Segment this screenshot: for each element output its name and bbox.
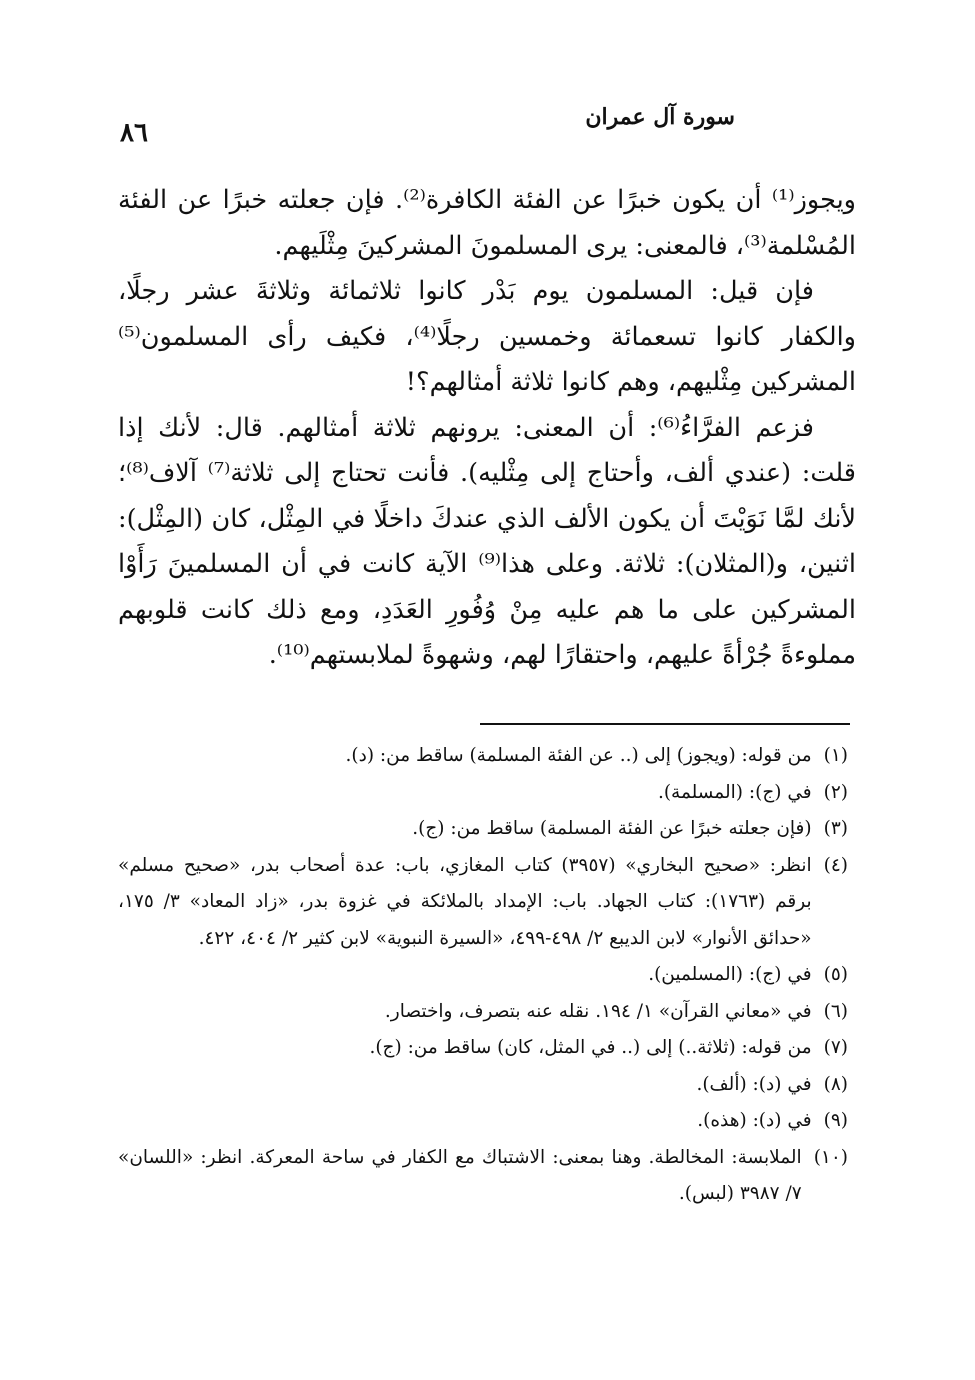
page-number: ٨٦ — [120, 118, 148, 148]
footnote — [118, 1103, 856, 1140]
footnote-text: من قوله: (ويجوز) إلى (.. عن الفئة المسلمة) ساقط من: (د). — [345, 745, 812, 766]
footnote — [118, 811, 856, 848]
footnote-number: (١٠) — [813, 1146, 848, 1168]
footnote — [118, 738, 856, 775]
surah-title: سورة آل عمران — [585, 104, 735, 130]
footnote-text: من قوله: (ثلاثة..) إلى (.. في المثل، كان) ساقط من: (ج). — [369, 1037, 812, 1058]
footnote-text: في (د): (هذه). — [697, 1110, 812, 1131]
footnote — [118, 957, 856, 994]
footnote — [118, 1140, 856, 1213]
footnote-text: في «معاني القرآن» ١/ ١٩٤. نقله عنه بتصرف، واختصار. — [384, 1000, 812, 1022]
page-header — [120, 100, 855, 150]
footnote-separator — [480, 723, 850, 725]
footnote-number: (١) — [823, 745, 848, 766]
paragraph: فإن قيل: المسلمون يوم بَدْر كانوا ثلاثمائة وثلاثةَ عشر رجلًا، والكفار كانوا تسعمائة وخمسين رجلًا⁽⁴⁾، فكيف رأى المسلمون⁽⁵⁾ المشركين مِثْليهم، وهم كانوا ثلاثة أمثالهم؟! — [118, 276, 856, 397]
footnote-number: (٦) — [823, 1000, 848, 1022]
main-text — [118, 178, 856, 679]
footnote-number: (٣) — [823, 818, 848, 839]
footnote-text: انظر: «صحيح البخاري» (٣٩٥٧) كتاب المغازي، باب: عدة أصحاب بدر، «صحيح مسلم» برقم (١٧٦٣): كتاب الجهاد. باب: الإمداد بالملائكة في غزوة بدر، «زاد المعاد» ٣/ ١٧٥، «حدائق الأنوار» لابن الديبع ٢/ ٤٩٨-٤٩٩، «السيرة النبوية» لابن كثير ٢/ ٤٠٤، ٤٢٢. — [118, 854, 812, 949]
footnote-number: (٤) — [823, 854, 848, 876]
footnote-number: (٨) — [823, 1073, 848, 1095]
footnote-number: (٩) — [823, 1110, 848, 1131]
footnote-text: في (ج): (المسلمة). — [657, 781, 812, 803]
footnote — [118, 1030, 856, 1067]
footnote — [118, 775, 856, 812]
footnote-number: (٢) — [823, 781, 848, 803]
footnotes — [118, 738, 856, 1213]
footnote-text: في (ج): (المسلمين). — [648, 964, 812, 985]
footnote-text: الملابسة: المخالطة. وهنا بمعنى: الاشتباك مع الكفار في ساحة المعركة. انظر: «اللسان» ٧/ ٣٩٨٧ (لبس). — [118, 1146, 802, 1204]
paragraph: فزعم الفرَّاءُ⁽⁶⁾: أن المعنى: يرونهم ثلاثة أمثالهم. قال: لأنك إذا قلت: (عندي ألف، وأحتاج إلى مِثْليه). فأنت تحتاج إلى ثلاثة⁽⁷⁾ آلاف⁽⁸⁾؛ لأنك لمَّا نَوَيْتَ أن يكون الألف الذي عندكَ داخلًا في المِثْل، كان (المِثْل): اثنين، و(المثلان): ثلاثة. وعلى هذا⁽⁹⁾ الآية كانت في أن المسلمينَ رَأَوْا المشركين على ما هم عليه مِنْ وُفُورِ العَدَدِ، ومع ذلك كانت قلوبهم مملوءةً جُرْأةً عليهم، واحتقارًا لهم، وشهوةً لملابستهم⁽¹⁰⁾. — [118, 412, 857, 670]
footnote-text: في (د): (ألف). — [696, 1073, 812, 1095]
paragraph: ويجوز⁽¹⁾ أن يكون خبرًا عن الفئة الكافرة⁽²⁾. فإن جعلته خبرًا عن الفئة المُسْلمة⁽³⁾، فالمعنى: يرى المسلمونَ المشركينَ مِثْلَيهم. — [118, 185, 856, 261]
footnote — [118, 848, 856, 958]
footnote-number: (٥) — [823, 964, 848, 985]
footnote — [118, 1067, 856, 1104]
footnote-text: (فإن جعلته خبرًا عن الفئة المسلمة) ساقط من: (ج). — [412, 818, 812, 839]
footnote-number: (٧) — [823, 1037, 848, 1058]
footnote — [118, 994, 856, 1031]
